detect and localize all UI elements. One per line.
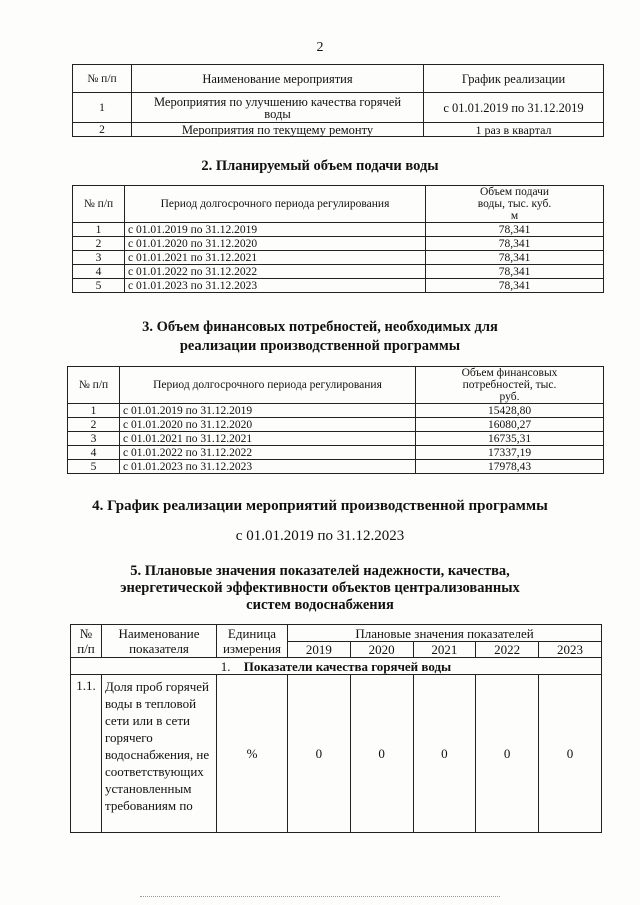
group-num: 1. [220,658,231,674]
cell-num: 2 [73,237,125,251]
header-cell: Период долгосрочного периода регулирования [125,186,426,223]
section-4-title: 4. График реализации мероприятий производственной программы [92,498,548,514]
header-unit [217,625,288,658]
header-plan: Плановые значения показателей [288,625,602,642]
table-header-row [68,367,604,404]
cell-volume: 78,341 [426,223,604,237]
cell-num: 3 [73,251,125,265]
cell-value: 0 [476,675,539,833]
indicators-table [70,624,602,833]
table-row [73,237,604,251]
table-row [68,418,604,432]
table-row [73,223,604,237]
cell-amount: 17337,19 [416,446,604,460]
cell-unit: % [217,675,288,833]
cell-num: 5 [68,460,120,474]
table-row [73,251,604,265]
activities-table [72,64,604,137]
cell-period: с 01.01.2022 по 31.12.2022 [120,446,416,460]
cell-value: 0 [288,675,351,833]
page-number: 2 [316,40,324,55]
header-year: 2019 [288,642,351,658]
financial-needs-table [67,366,604,474]
header-num-line2: п/п [77,641,95,656]
cell-num: 1 [73,223,125,237]
cell-amount: 16735,31 [416,432,604,446]
cell-amount: 17978,43 [416,460,604,474]
cell-num: 3 [68,432,120,446]
table-row [68,404,604,418]
cell-schedule: 1 раз в квартал [424,123,604,137]
header-year: 2020 [350,642,413,658]
cell-volume: 78,341 [426,265,604,279]
cell-amount: 15428,80 [416,404,604,418]
table-header-row [73,65,604,93]
cell-indicator-name: Доля проб горячей воды в тепловой сети или в сети горячего водоснабжения, не соответствующих установленным требованиям по [102,675,217,833]
table-row [68,432,604,446]
table-row [68,446,604,460]
cell-name: Мероприятия по текущему ремонту [132,123,424,137]
scan-edge-artifact [140,896,500,899]
header-cell: № п/п [73,186,125,223]
section-3-title-line2: реализации производственной программы [179,338,461,354]
table-row [73,279,604,293]
cell-num: 2 [68,418,120,432]
table-row [68,460,604,474]
section-2-title: 2. Планируемый объем подачи воды [201,158,439,174]
cell-period: с 01.01.2023 по 31.12.2023 [120,460,416,474]
group-header [71,658,602,675]
cell-value: 0 [413,675,476,833]
header-unit-line2: измерения [222,641,282,656]
cell-period: с 01.01.2021 по 31.12.2021 [125,251,426,265]
header-name-line1: Наименование [118,626,200,641]
water-volume-table [72,185,604,293]
cell-volume: 78,341 [426,251,604,265]
cell-num: 1.1. [71,675,102,833]
section-3-title-line1: 3. Объем финансовых потребностей, необходимых для [142,319,498,335]
header-cell: График реализации [424,65,604,93]
header-num-line1: № [79,626,93,641]
table-row [73,93,604,123]
section-4-period: с 01.01.2019 по 31.12.2023 [235,528,405,544]
table-row [73,123,604,137]
header-cell: Объем подачи воды, тыс. куб. м [426,186,604,223]
table-row [71,675,602,833]
cell-num: 1 [73,93,132,123]
cell-volume: 78,341 [426,237,604,251]
cell-num: 4 [73,265,125,279]
cell-period: с 01.01.2019 по 31.12.2019 [120,404,416,418]
header-cell: № п/п [68,367,120,404]
header-name-line2: показателя [129,641,189,656]
cell-value: 0 [539,675,602,833]
header-cell: Наименование мероприятия [132,65,424,93]
cell-num: 1 [68,404,120,418]
section-5-title-line2: энергетической эффективности объектов централизованных [120,580,520,596]
cell-value: 0 [350,675,413,833]
cell-num: 2 [73,123,132,137]
cell-volume: 78,341 [426,279,604,293]
header-year: 2023 [539,642,602,658]
cell-name: Мероприятия по улучшению качества горячей воды [132,93,424,123]
header-cell: Период долгосрочного периода регулирования [120,367,416,404]
cell-amount: 16080,27 [416,418,604,432]
cell-num: 5 [73,279,125,293]
section-5-title-line1: 5. Плановые значения показателей надежности, качества, [130,563,510,579]
cell-period: с 01.01.2023 по 31.12.2023 [125,279,426,293]
cell-period: с 01.01.2020 по 31.12.2020 [125,237,426,251]
cell-period: с 01.01.2021 по 31.12.2021 [120,432,416,446]
header-unit-line1: Единица [227,626,277,641]
cell-period: с 01.01.2020 по 31.12.2020 [120,418,416,432]
header-cell: № п/п [73,65,132,93]
table-group-row [71,658,602,675]
table-header-row [73,186,604,223]
cell-num: 4 [68,446,120,460]
table-row [73,265,604,279]
group-title: Показатели качества горячей воды [243,658,452,674]
header-year: 2021 [413,642,476,658]
header-year: 2022 [476,642,539,658]
section-5-title-line3: систем водоснабжения [246,597,394,613]
header-name [102,625,217,658]
cell-period: с 01.01.2019 по 31.12.2019 [125,223,426,237]
header-num [71,625,102,658]
header-cell: Объем финансовых потребностей, тыс. руб. [416,367,604,404]
cell-schedule: с 01.01.2019 по 31.12.2019 [424,93,604,123]
table-header-row [71,625,602,642]
cell-period: с 01.01.2022 по 31.12.2022 [125,265,426,279]
